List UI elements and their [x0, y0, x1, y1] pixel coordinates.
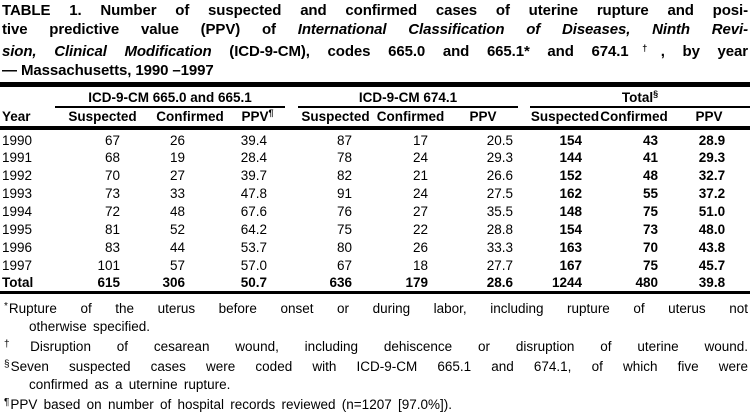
- table-cell: 26: [169, 133, 185, 148]
- title-line: [2, 61, 748, 80]
- column-header-label: Suspected: [530, 109, 600, 124]
- group-gap-spacer: [518, 202, 530, 220]
- table-cell: 76: [336, 203, 353, 219]
- table-cell-year: Total: [2, 274, 34, 290]
- table-cell: 82: [336, 167, 353, 183]
- table-row: [0, 128, 750, 148]
- column-header-label: Confirmed: [376, 109, 445, 124]
- footnote-text: Disruption of cesarean wound, including dehiscence or disruption of uterine wound.: [30, 338, 748, 354]
- table-cell: 28.4: [240, 149, 268, 165]
- title-divider-rule: [0, 82, 750, 87]
- group-gap-spacer: [518, 148, 530, 166]
- table-cell: 47.8: [240, 185, 268, 201]
- table-cell: 33.3: [486, 239, 514, 255]
- table-cell-year: 1992: [2, 167, 33, 183]
- group-gap-spacer: [285, 148, 298, 166]
- footnote-text: confirmed as a uternine rupture.: [29, 376, 231, 392]
- column-header-label: Suspected: [68, 109, 137, 124]
- title-segment: TABLE 1. Number of suspected and confirmed cases of uterine rupture and posi-: [2, 2, 748, 19]
- table-cell: 75: [336, 221, 353, 237]
- year-column-spacer: [0, 88, 55, 107]
- table-cell: 75: [643, 257, 659, 273]
- footnote-text: otherwise specified.: [29, 318, 151, 334]
- table-cell: 68: [104, 149, 120, 165]
- table-cell: 67: [336, 257, 353, 273]
- table-cell: 29.3: [698, 149, 726, 165]
- group-gap-spacer: [518, 274, 530, 292]
- table-cell: 152: [559, 167, 583, 183]
- footnote-line: [2, 376, 748, 394]
- footnote: [2, 298, 748, 336]
- table-cell: 48.0: [698, 221, 726, 237]
- table-cell-year: 1996: [2, 239, 33, 255]
- year-column-header: Year: [2, 109, 31, 124]
- group-header-label-superscript: §: [653, 89, 659, 99]
- column-header-confirmed: [373, 107, 448, 128]
- column-header-label: Confirmed: [600, 109, 668, 124]
- column-header-row: [0, 107, 750, 128]
- table-cell-year: 1991: [2, 149, 33, 165]
- group-gap-spacer: [285, 202, 298, 220]
- table-header: [0, 88, 750, 128]
- footnote: [2, 356, 748, 394]
- table-cell: 48: [169, 203, 185, 219]
- table-cell: 39.4: [240, 133, 268, 148]
- group-header-label: ICD-9-CM 674.1: [358, 90, 458, 105]
- table-cell: 148: [559, 203, 583, 219]
- table-cell: 179: [405, 274, 429, 290]
- table-cell: 37.2: [698, 185, 726, 201]
- group-header-1: [55, 88, 285, 107]
- table-cell: 55: [643, 185, 659, 201]
- table-cell: 83: [104, 239, 120, 255]
- table-cell: 43.8: [698, 239, 726, 255]
- group-gap-spacer: [285, 166, 298, 184]
- table-cell: 67: [104, 133, 120, 148]
- table-cell: 81: [104, 221, 120, 237]
- table-cell: 636: [329, 274, 353, 290]
- table-cell: 163: [559, 239, 583, 255]
- table-cell: 48: [643, 167, 659, 183]
- table-row: [0, 256, 750, 274]
- group-gap-spacer: [285, 184, 298, 202]
- table-row: [0, 202, 750, 220]
- table-cell: 53.7: [240, 239, 268, 255]
- group-gap-spacer: [285, 107, 298, 128]
- title-segment: (ICD-9-CM), codes 665.0 and 665.1* and 674.1: [211, 43, 629, 60]
- group-gap-spacer: [285, 274, 298, 292]
- group-header-row: [0, 88, 750, 107]
- column-header-label-superscript: ¶: [268, 108, 274, 118]
- footnotes: [0, 294, 750, 414]
- table-cell: 73: [104, 185, 120, 201]
- table-cell: 306: [162, 274, 185, 290]
- group-gap-spacer: [518, 184, 530, 202]
- table-cell: 57: [169, 257, 185, 273]
- group-gap-spacer: [518, 166, 530, 184]
- column-header-confirmed: [150, 107, 230, 128]
- column-header-ppv: [230, 107, 285, 128]
- table-cell: 67.6: [240, 203, 268, 219]
- table-cell: 22: [412, 221, 429, 237]
- group-header-3: [530, 88, 750, 107]
- table-cell: 28.8: [486, 221, 514, 237]
- table-cell-year: 1995: [2, 221, 33, 237]
- table-cell: 27.7: [486, 257, 514, 273]
- table-cell-year: 1990: [2, 133, 33, 148]
- table-cell: 87: [336, 133, 353, 148]
- footnote-symbol: *: [4, 300, 8, 312]
- table-cell: 44: [169, 239, 185, 255]
- title-segment: — Massachusetts, 1990 –1997: [2, 62, 214, 79]
- table-cell: 70: [104, 167, 120, 183]
- column-header-label: PPV: [695, 109, 723, 124]
- table-cell-year: 1994: [2, 203, 33, 219]
- table-cell: 27: [169, 167, 185, 183]
- table-body: [0, 128, 750, 292]
- table-cell: 41: [643, 149, 659, 165]
- table-row: [0, 184, 750, 202]
- table-cell-year: 1997: [2, 257, 33, 273]
- table-cell: 78: [336, 149, 353, 165]
- group-gap-spacer: [518, 88, 530, 107]
- title-line: [2, 1, 748, 20]
- footnote: [2, 336, 748, 356]
- table-cell: 28.9: [698, 133, 726, 148]
- table-cell: 1244: [552, 274, 583, 290]
- column-header-label: Suspected: [301, 109, 370, 124]
- title-segment: International Classification of Diseases, Ninth Revi-: [297, 21, 748, 38]
- group-gap-spacer: [285, 88, 298, 107]
- table-row: [0, 166, 750, 184]
- table-cell: 35.5: [486, 203, 514, 219]
- table-cell: 75: [643, 203, 659, 219]
- table-row: [0, 148, 750, 166]
- group-header-label: ICD-9-CM 665.0 and 665.1: [88, 90, 252, 105]
- title-segment: †: [628, 43, 661, 53]
- table-cell: 29.3: [486, 149, 514, 165]
- table-cell: 39.8: [698, 274, 726, 290]
- group-gap-spacer: [518, 107, 530, 128]
- table-cell: 51.0: [698, 203, 726, 219]
- table-cell-year: 1993: [2, 185, 33, 201]
- title-segment: sion, Clinical Modification: [2, 43, 212, 60]
- table-title: [0, 0, 750, 80]
- column-header-label: Confirmed: [156, 109, 224, 124]
- footnote-line: [2, 356, 748, 376]
- table-cell: 32.7: [698, 167, 726, 183]
- footnote-line: [2, 298, 748, 318]
- column-header-ppv: [668, 107, 750, 128]
- footnote-text: Rupture of the uterus before onset or during labor, including rupture of uterus not: [8, 300, 748, 316]
- footnote: [2, 394, 748, 414]
- table-cell: 167: [559, 257, 583, 273]
- group-gap-spacer: [285, 128, 298, 148]
- table-cell: 17: [412, 133, 429, 148]
- group-gap-spacer: [518, 220, 530, 238]
- table-cell: 70: [643, 239, 659, 255]
- footnote-text: PPV based on number of hospital records reviewed (n=1207 [97.0%]).: [10, 396, 452, 412]
- group-header-2: [298, 88, 518, 107]
- group-header-label: Total: [621, 90, 654, 105]
- table-cell: 73: [643, 221, 659, 237]
- table-cell: 24: [412, 185, 429, 201]
- title-line: [2, 20, 748, 39]
- table-cell: 91: [336, 185, 353, 201]
- table-cell: 43: [643, 133, 659, 148]
- table-cell: 45.7: [698, 257, 726, 273]
- table-cell: 162: [559, 185, 583, 201]
- table-cell: 33: [169, 185, 185, 201]
- table-cell: 57.0: [240, 257, 268, 273]
- table-cell: 21: [412, 167, 429, 183]
- table-cell: 24: [412, 149, 429, 165]
- group-gap-spacer: [518, 238, 530, 256]
- title-line: [2, 39, 748, 61]
- footnote-line: [2, 318, 748, 336]
- footnote-line: [2, 336, 748, 356]
- table-cell: 154: [559, 221, 583, 237]
- table-row: [0, 220, 750, 238]
- title-segment: , by year: [660, 43, 748, 60]
- column-header-label: PPV: [241, 109, 269, 124]
- table-cell: 27.5: [486, 185, 514, 201]
- table-cell: 27: [412, 203, 429, 219]
- column-header-label: PPV: [469, 109, 497, 124]
- table-cell: 72: [104, 203, 120, 219]
- table-cell: 20.5: [486, 133, 514, 148]
- group-gap-spacer: [285, 256, 298, 274]
- column-header-confirmed: [600, 107, 668, 128]
- column-header-suspected: [530, 107, 600, 128]
- table-row: [0, 274, 750, 292]
- column-header-suspected: [298, 107, 373, 128]
- table-cell: 144: [559, 149, 583, 165]
- column-header-suspected: [55, 107, 150, 128]
- data-table: [0, 88, 750, 294]
- table-cell: 19: [169, 149, 185, 165]
- table-cell: 101: [97, 257, 120, 273]
- table-row: [0, 238, 750, 256]
- table-cell: 80: [336, 239, 353, 255]
- footnote-symbol: §: [4, 358, 10, 370]
- table-cell: 28.6: [486, 274, 514, 290]
- table-cell: 18: [412, 257, 429, 273]
- table-cell: 480: [635, 274, 659, 290]
- group-gap-spacer: [285, 220, 298, 238]
- group-gap-spacer: [518, 256, 530, 274]
- table-cell: 26: [412, 239, 429, 255]
- table-cell: 615: [97, 274, 120, 290]
- title-segment: tive predictive value (PPV) of: [2, 21, 298, 38]
- table-cell: 52: [169, 221, 185, 237]
- column-header-ppv: [448, 107, 518, 128]
- table-cell: 50.7: [240, 274, 268, 290]
- footnote-line: [2, 394, 750, 414]
- table-cell: 64.2: [240, 221, 268, 237]
- footnote-text: Seven suspected cases were coded with ICD-9-CM 665.1 and 674.1, of which five were: [10, 358, 748, 374]
- group-gap-spacer: [518, 128, 530, 148]
- table-cell: 39.7: [240, 167, 268, 183]
- table-cell: 26.6: [486, 167, 514, 183]
- group-gap-spacer: [285, 238, 298, 256]
- footnote-symbol: ¶: [4, 396, 10, 408]
- table-cell: 154: [559, 133, 583, 148]
- footnote-symbol: †: [4, 338, 30, 350]
